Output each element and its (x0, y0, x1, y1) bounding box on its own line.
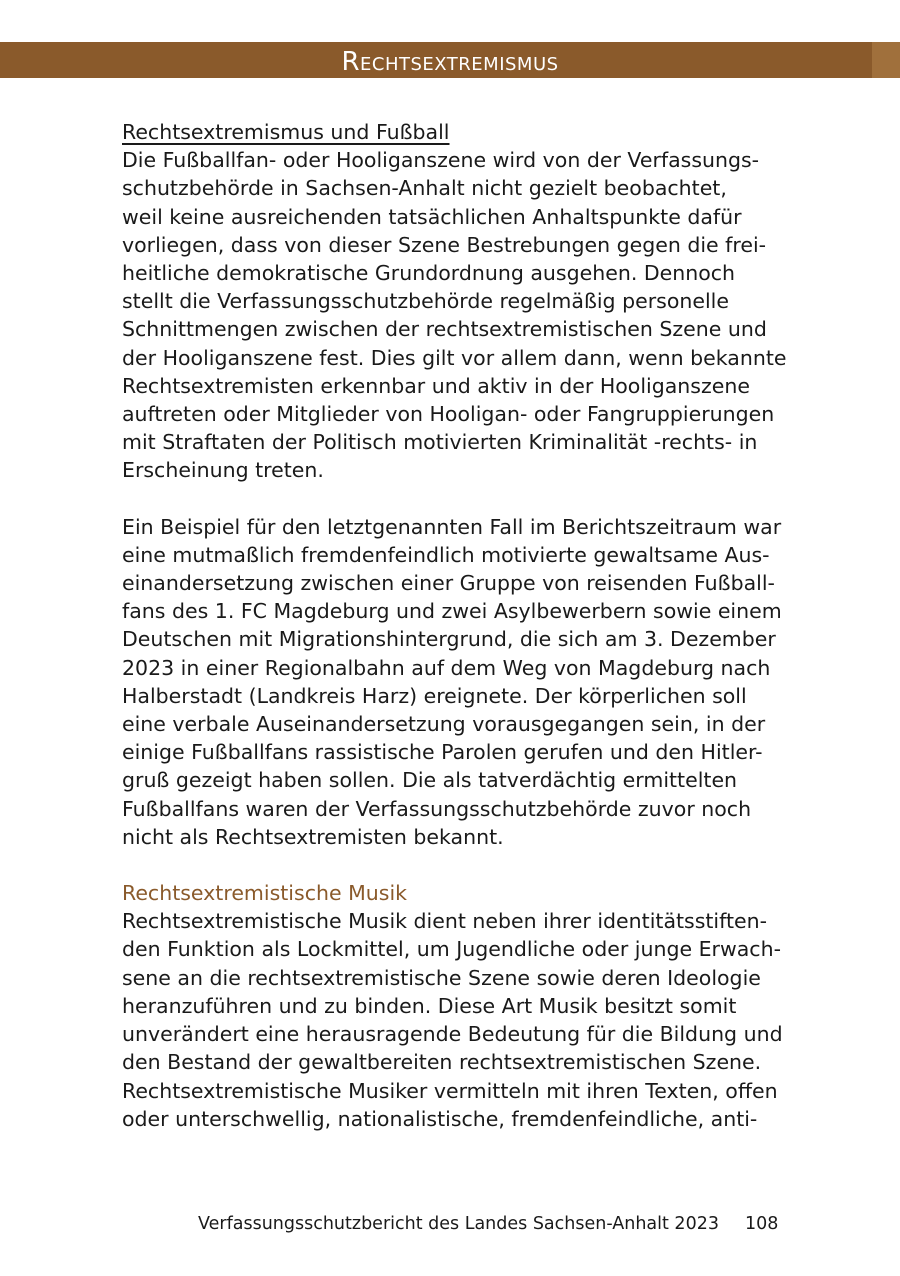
text-line: eine verbale Auseinandersetzung vorausgegangen sein, in der (122, 712, 766, 737)
footer-report-title: Verfassungsschutzbericht des Landes Sachsen-Anhalt 2023 (198, 1214, 719, 1234)
text-line: Deutschen mit Migrationshintergrund, die sich am 3. Dezember (122, 627, 776, 652)
text-line: sene an die rechtsextremistische Szene sowie deren Ideologie (122, 965, 761, 990)
text-line: schutzbehörde in Sachsen-Anhalt nicht gezielt beobachtet, (122, 176, 727, 201)
text-line: der Hooliganszene fest. Dies gilt vor allem dann, wenn bekannte (122, 345, 787, 370)
text-line: Halberstadt (Landkreis Harz) ereignete. Der körperlichen soll (122, 683, 747, 708)
text-line: heranzuführen und zu binden. Diese Art Musik besitzt somit (122, 993, 737, 1018)
text-line: Ein Beispiel für den letztgenannten Fall im Berichtszeitraum war (122, 514, 782, 539)
paragraph-gap (122, 485, 782, 513)
paragraph-football-1 (122, 146, 787, 484)
text-line: den Funktion als Lockmittel, um Jugendliche oder junge Erwach- (122, 937, 781, 962)
text-line: Die Fußballfan- oder Hooliganszene wird von der Verfassungs- (122, 148, 760, 173)
paragraph-gap (122, 851, 782, 879)
text-line: Rechtsextremistische Musik dient neben ihrer identitätsstiften- (122, 909, 768, 934)
text-line: eine mutmaßlich fremdenfeindlich motivierte gewaltsame Aus- (122, 542, 770, 567)
text-line: weil keine ausreichenden tatsächlichen Anhaltspunkte dafür (122, 204, 742, 229)
text-line: nicht als Rechtsextremisten bekannt. (122, 824, 504, 849)
text-line: mit Straftaten der Politisch motivierten Kriminalität -rechts- in (122, 430, 758, 455)
section-heading-music: Rechtsextremistische Musik (122, 881, 408, 906)
text-line: oder unterschwellig, nationalistische, fremdenfeindliche, anti- (122, 1106, 758, 1131)
page-number: 108 (745, 1214, 779, 1234)
page-title: Rechtsextremismus (341, 47, 559, 77)
text-line: fans des 1. FC Magdeburg und zwei Asylbewerbern sowie einem (122, 599, 782, 624)
text-line: Erscheinung treten. (122, 458, 324, 483)
text-line: Fußballfans waren der Verfassungsschutzbehörde zuvor noch (122, 796, 752, 821)
text-line: 2023 in einer Regionalbahn auf dem Weg von Magdeburg nach (122, 655, 771, 680)
text-line: stellt die Verfassungsschutzbehörde regelmäßig personelle (122, 289, 729, 314)
paragraph-football-2 (122, 513, 782, 851)
text-line: Schnittmengen zwischen der rechtsextremistischen Szene und (122, 317, 767, 342)
text-line: einige Fußballfans rassistische Parolen gerufen und den Hitler- (122, 740, 763, 765)
text-line: vorliegen, dass von dieser Szene Bestrebungen gegen die frei- (122, 232, 767, 257)
text-line: einandersetzung zwischen einer Gruppe von reisenden Fußball- (122, 571, 775, 596)
text-line: Rechtsextremisten erkennbar und aktiv in der Hooliganszene (122, 373, 750, 398)
text-line: unverändert eine herausragende Bedeutung für die Bildung und (122, 1022, 783, 1047)
text-line: gruß gezeigt haben sollen. Die als tatverdächtig ermittelten (122, 768, 738, 793)
main-content (122, 118, 787, 1133)
section-heading-football: Rechtsextremismus und Fußball (122, 120, 450, 144)
text-line: auftreten oder Mitglieder von Hooligan- oder Fangruppierungen (122, 402, 775, 427)
text-line: den Bestand der gewaltbereiten rechtsextremistischen Szene. (122, 1050, 762, 1075)
paragraph-music-1 (122, 907, 782, 1133)
text-line: heitliche demokratische Grundordnung ausgehen. Dennoch (122, 261, 736, 286)
text-line: Rechtsextremistische Musiker vermitteln mit ihren Texten, offen (122, 1078, 778, 1103)
